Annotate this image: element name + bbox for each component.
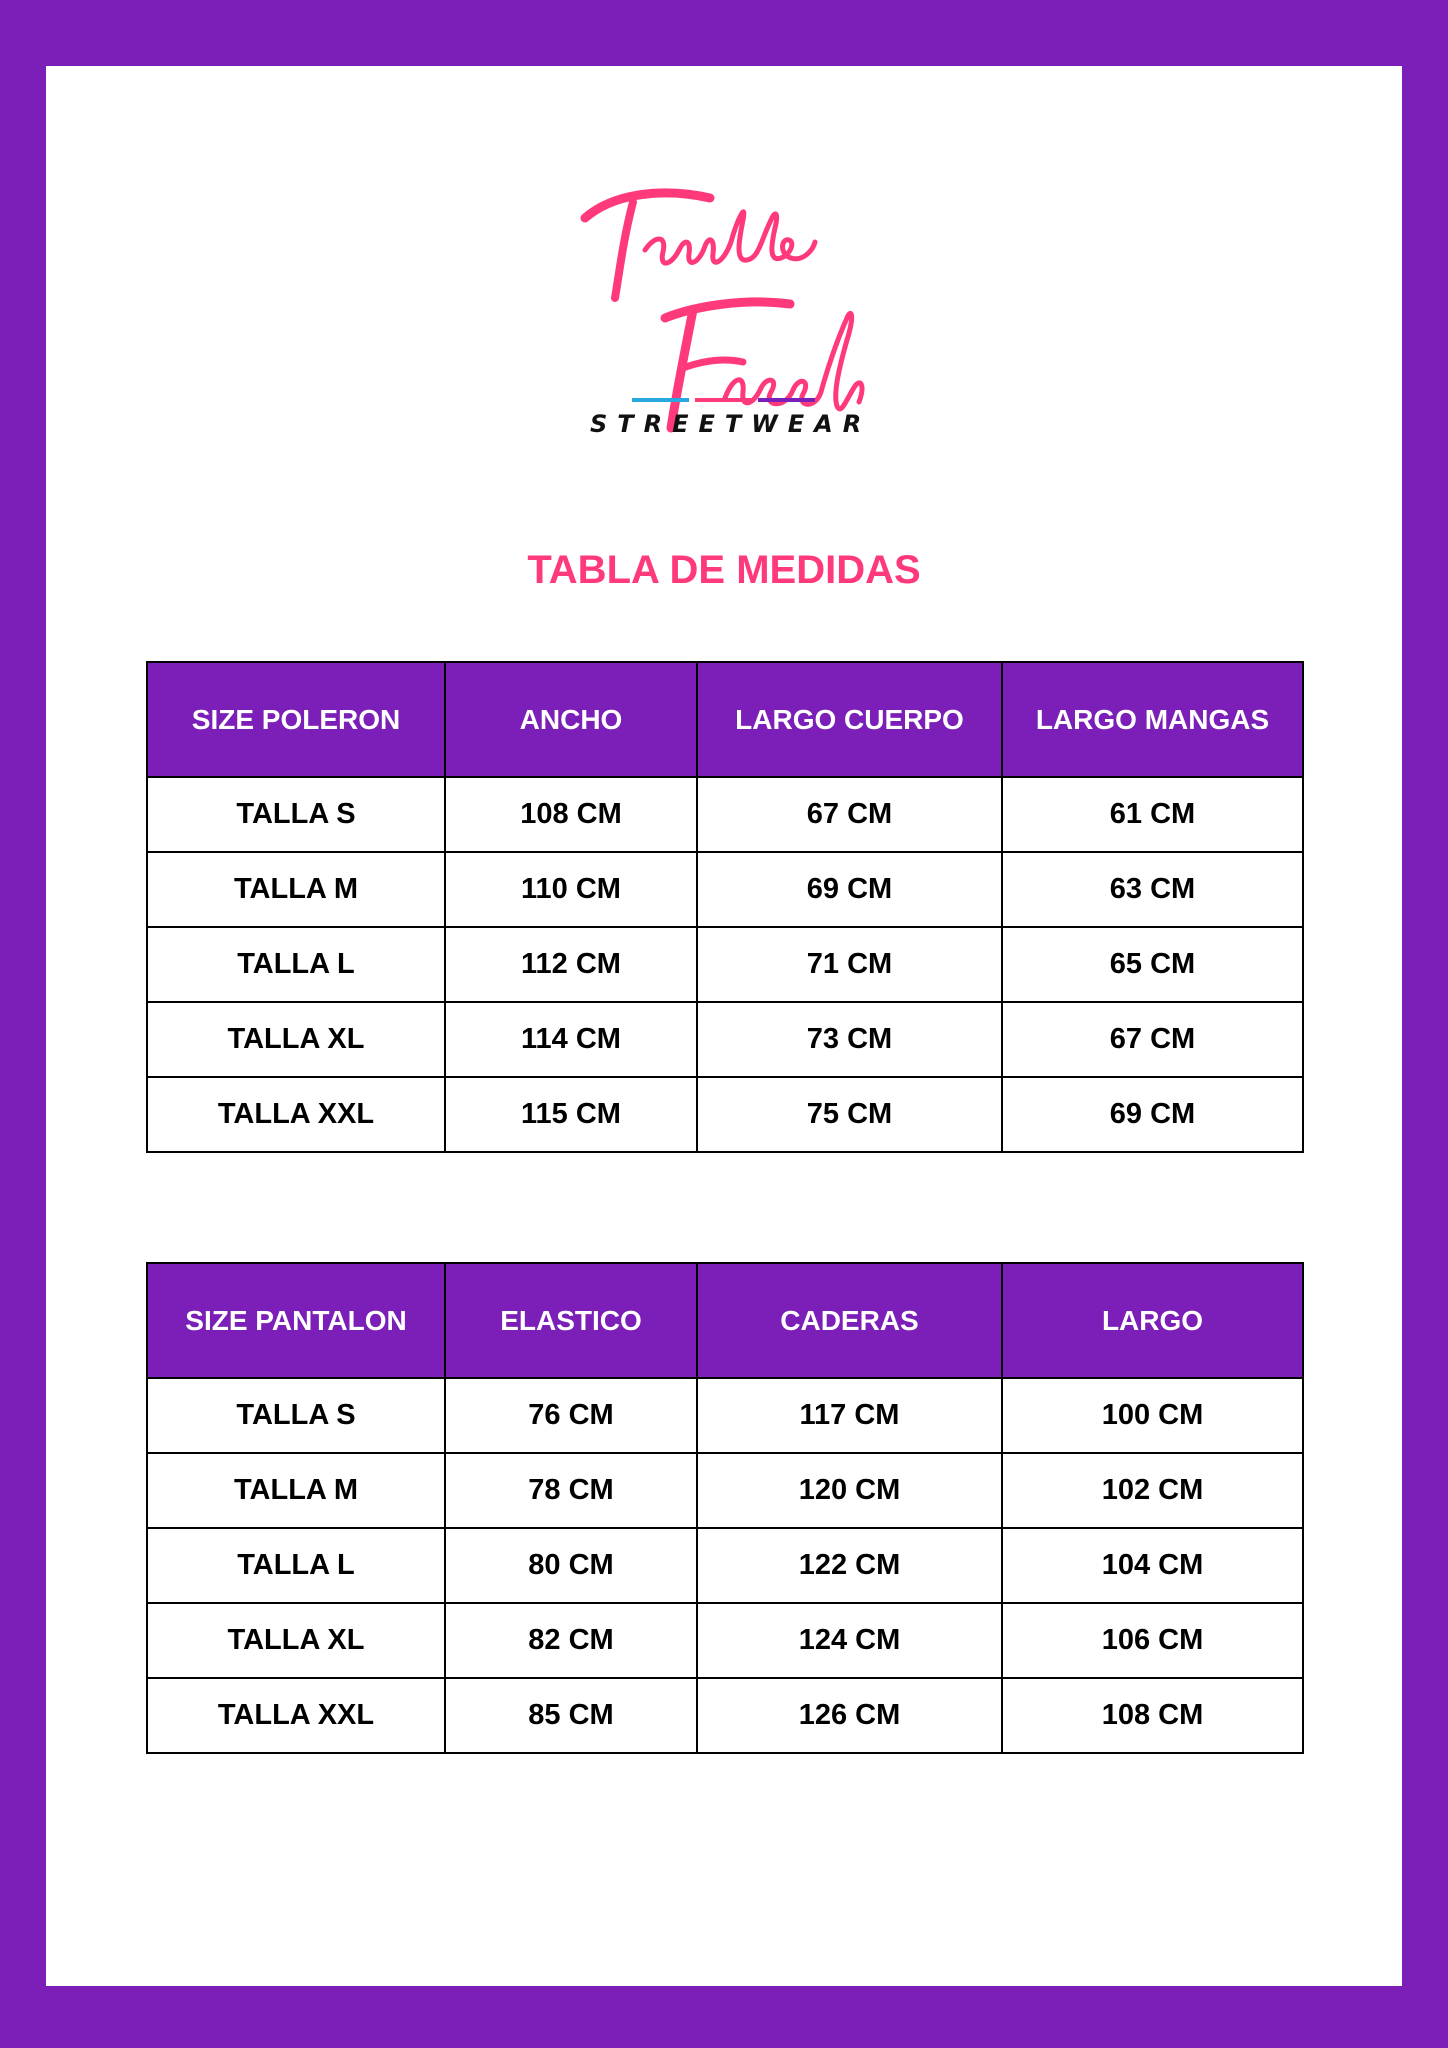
size-cell: TALLA XL (147, 1603, 445, 1678)
largo-cuerpo-cell: 71 CM (697, 927, 1002, 1002)
largo-mangas-cell: 65 CM (1002, 927, 1303, 1002)
caderas-cell: 124 CM (697, 1603, 1002, 1678)
table-row (147, 927, 1303, 1002)
header-largo: LARGO (1002, 1263, 1303, 1378)
caderas-cell: 120 CM (697, 1453, 1002, 1528)
brand-color-stripes (632, 398, 815, 403)
size-table-poleron (146, 661, 1304, 1153)
header-size-pantalon: SIZE PANTALON (147, 1263, 445, 1378)
table-header-row (147, 662, 1303, 777)
largo-cell: 104 CM (1002, 1528, 1303, 1603)
elastico-cell: 78 CM (445, 1453, 697, 1528)
header-elastico: ELASTICO (445, 1263, 697, 1378)
largo-cell: 108 CM (1002, 1678, 1303, 1753)
size-cell: TALLA M (147, 1453, 445, 1528)
purple-stripe (758, 398, 815, 402)
largo-cuerpo-cell: 75 CM (697, 1077, 1002, 1152)
elastico-cell: 80 CM (445, 1528, 697, 1603)
table-row (147, 1378, 1303, 1453)
blue-stripe (632, 398, 689, 402)
table-row (147, 1678, 1303, 1753)
size-table-pantalon (146, 1262, 1304, 1754)
table-header-row (147, 1263, 1303, 1378)
size-cell: TALLA S (147, 777, 445, 852)
largo-mangas-cell: 63 CM (1002, 852, 1303, 927)
header-largo-cuerpo: LARGO CUERPO (697, 662, 1002, 777)
ancho-cell: 108 CM (445, 777, 697, 852)
ancho-cell: 114 CM (445, 1002, 697, 1077)
brand-tagline: STREETWEAR (590, 410, 872, 438)
table-row (147, 1603, 1303, 1678)
table-row (147, 1002, 1303, 1077)
elastico-cell: 76 CM (445, 1378, 697, 1453)
table-row (147, 852, 1303, 927)
size-cell: TALLA XXL (147, 1678, 445, 1753)
largo-cell: 102 CM (1002, 1453, 1303, 1528)
caderas-cell: 126 CM (697, 1678, 1002, 1753)
table-row (147, 1528, 1303, 1603)
size-cell: TALLA L (147, 927, 445, 1002)
table-row (147, 1077, 1303, 1152)
size-cell: TALLA M (147, 852, 445, 927)
size-cell: TALLA XL (147, 1002, 445, 1077)
ancho-cell: 115 CM (445, 1077, 697, 1152)
header-largo-mangas: LARGO MANGAS (1002, 662, 1303, 777)
page-title: TABLA DE MEDIDAS (527, 548, 921, 592)
largo-mangas-cell: 69 CM (1002, 1077, 1303, 1152)
pink-stripe (695, 398, 752, 402)
largo-cell: 100 CM (1002, 1378, 1303, 1453)
size-cell: TALLA L (147, 1528, 445, 1603)
largo-mangas-cell: 61 CM (1002, 777, 1303, 852)
table-row (147, 777, 1303, 852)
elastico-cell: 85 CM (445, 1678, 697, 1753)
caderas-cell: 117 CM (697, 1378, 1002, 1453)
size-cell: TALLA S (147, 1378, 445, 1453)
caderas-cell: 122 CM (697, 1528, 1002, 1603)
header-size-poleron: SIZE POLERON (147, 662, 445, 777)
size-cell: TALLA XXL (147, 1077, 445, 1152)
header-ancho: ANCHO (445, 662, 697, 777)
header-caderas: CADERAS (697, 1263, 1002, 1378)
ancho-cell: 112 CM (445, 927, 697, 1002)
largo-cuerpo-cell: 73 CM (697, 1002, 1002, 1077)
largo-cuerpo-cell: 69 CM (697, 852, 1002, 927)
elastico-cell: 82 CM (445, 1603, 697, 1678)
largo-cell: 106 CM (1002, 1603, 1303, 1678)
largo-cuerpo-cell: 67 CM (697, 777, 1002, 852)
ancho-cell: 110 CM (445, 852, 697, 927)
table-row (147, 1453, 1303, 1528)
largo-mangas-cell: 67 CM (1002, 1002, 1303, 1077)
